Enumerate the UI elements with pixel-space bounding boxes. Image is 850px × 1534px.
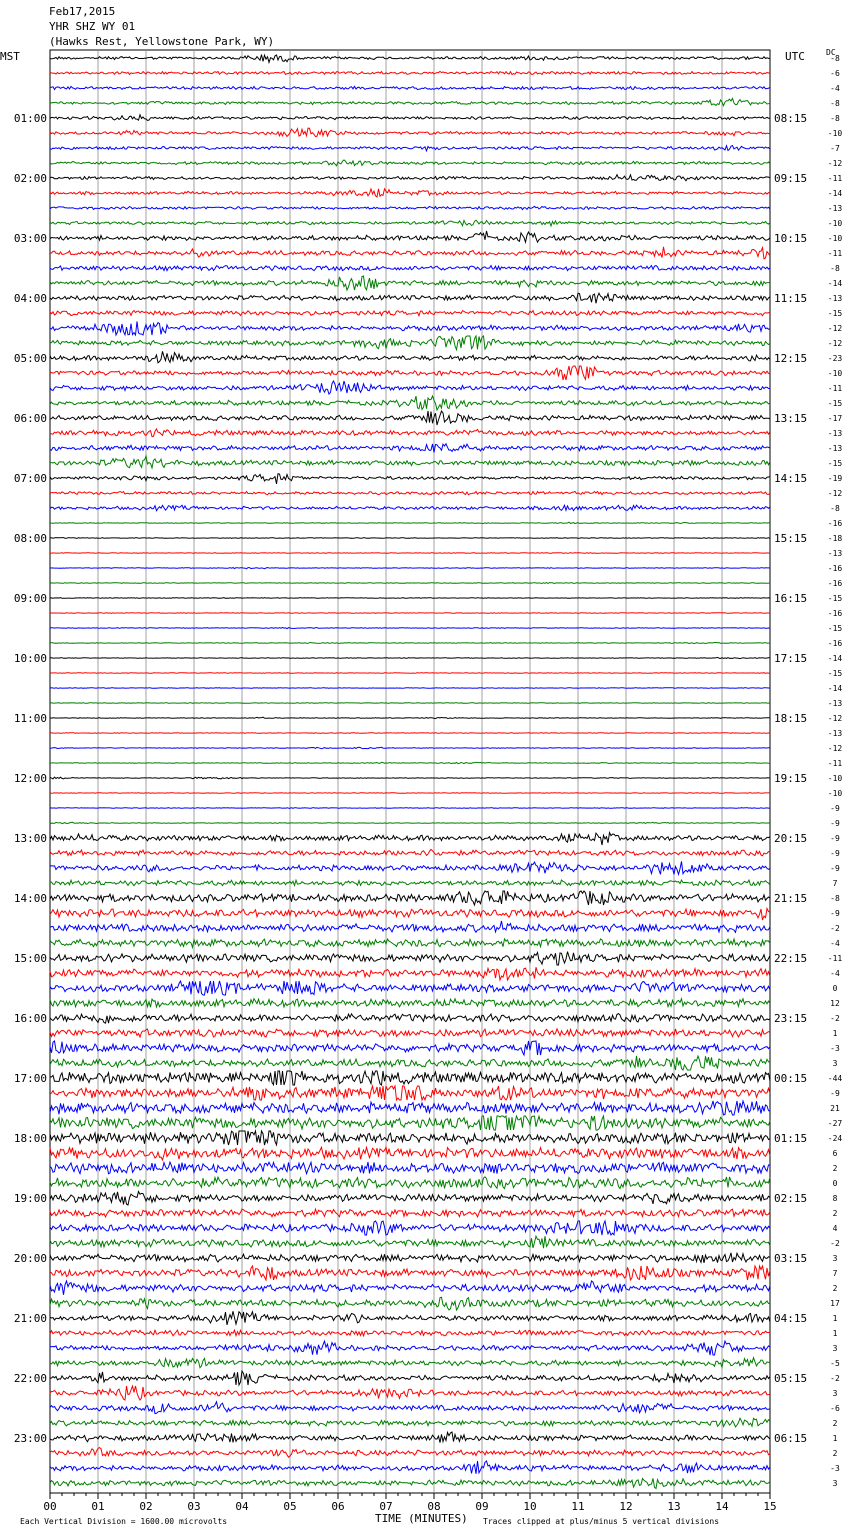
seismic-trace: [50, 266, 770, 271]
seismic-trace: [50, 538, 770, 539]
x-tick-label: 10: [523, 1500, 537, 1513]
x-tick-label: 01: [91, 1500, 105, 1513]
left-hour-label: 20:00: [13, 1252, 47, 1265]
seismic-trace: [50, 747, 770, 748]
dc-offset-value: -9: [830, 819, 840, 828]
seismic-trace: [50, 1041, 770, 1055]
seismic-trace: [50, 247, 770, 259]
dc-offset-value: -10: [827, 234, 843, 243]
seismic-trace: [50, 1101, 770, 1115]
left-hour-label: 09:00: [13, 592, 47, 605]
seismic-trace: [50, 967, 770, 980]
dc-offset-value: -13: [827, 429, 843, 438]
x-tick-label: 12: [619, 1500, 633, 1513]
right-hour-label: 09:15: [774, 172, 808, 185]
left-hour-label: 10:00: [13, 652, 47, 665]
seismic-trace: [50, 311, 770, 316]
right-timezone-label: UTC: [785, 50, 805, 63]
dc-offset-value: -13: [827, 204, 843, 213]
dc-offset-value: -11: [827, 174, 843, 183]
x-tick-label: 05: [283, 1500, 297, 1513]
seismic-trace: [50, 456, 770, 468]
dc-offset-value: -12: [827, 324, 843, 333]
seismic-trace: [50, 762, 770, 763]
dc-offset-value: -12: [827, 489, 843, 498]
right-hour-label: 12:15: [774, 352, 808, 365]
seismic-trace: [50, 553, 770, 554]
right-hour-label: 18:15: [774, 712, 808, 725]
seismic-trace: [50, 717, 770, 718]
seismic-trace: [50, 474, 770, 484]
seismic-trace: [50, 1086, 770, 1100]
seismic-trace: [50, 1236, 770, 1248]
seismic-trace: [50, 1177, 770, 1189]
seismic-trace: [50, 115, 770, 121]
dc-offset-value: -6: [830, 1404, 840, 1413]
dc-offset-value: 2: [832, 1284, 838, 1293]
seismic-trace: [50, 366, 770, 380]
dc-offset-value: -16: [827, 564, 843, 573]
right-hour-label: 20:15: [774, 832, 808, 845]
dc-offset-value: 7: [832, 1269, 838, 1278]
left-hour-label: 22:00: [13, 1372, 47, 1385]
left-hour-label: 17:00: [13, 1072, 47, 1085]
seismic-trace: [50, 396, 770, 410]
seismic-trace: [50, 1253, 770, 1263]
seismic-trace: [50, 336, 770, 350]
left-hour-label: 11:00: [13, 712, 47, 725]
right-hour-label: 11:15: [774, 292, 808, 305]
seismic-trace: [50, 861, 770, 874]
right-hour-label: 13:15: [774, 412, 808, 425]
dc-offset-value: -13: [827, 699, 843, 708]
seismic-trace: [50, 321, 770, 335]
dc-offset-value: -8: [830, 894, 840, 903]
seismic-trace: [50, 643, 770, 644]
seismic-trace: [50, 1448, 770, 1458]
x-tick-label: 00: [43, 1500, 57, 1513]
right-hour-label: 02:15: [774, 1192, 808, 1205]
seismic-trace: [50, 657, 770, 658]
dc-offset-value: 12: [830, 999, 840, 1008]
seismic-trace: [50, 1071, 770, 1085]
dc-offset-value: -11: [827, 384, 843, 393]
dc-offset-value: -2: [830, 924, 840, 933]
right-hour-label: 10:15: [774, 232, 808, 245]
right-hour-label: 19:15: [774, 772, 808, 785]
right-hour-label: 06:15: [774, 1432, 808, 1445]
seismic-trace: [50, 1281, 770, 1295]
right-hour-label: 17:15: [774, 652, 808, 665]
seismic-trace: [50, 505, 770, 511]
dc-offset-value: -13: [827, 444, 843, 453]
dc-offset-value: 0: [832, 984, 838, 993]
seismic-trace: [50, 1162, 770, 1174]
seismic-trace: [50, 1029, 770, 1037]
seismic-trace: [50, 849, 770, 855]
seismic-trace: [50, 952, 770, 965]
seismic-trace: [50, 1014, 770, 1024]
seismic-trace: [50, 793, 770, 794]
dc-offset-value: -16: [827, 579, 843, 588]
left-hour-label: 12:00: [13, 772, 47, 785]
dc-offset-value: 21: [830, 1104, 840, 1113]
seismic-trace: [50, 381, 770, 394]
seismic-trace: [50, 808, 770, 809]
dc-offset-value: -12: [827, 159, 843, 168]
seismic-trace: [50, 231, 770, 242]
seismic-trace: [50, 55, 770, 63]
dc-offset-value: -16: [827, 519, 843, 528]
seismic-trace: [50, 1116, 770, 1130]
dc-offset-value: 3: [832, 1479, 838, 1488]
left-hour-label: 16:00: [13, 1012, 47, 1025]
right-hour-label: 00:15: [774, 1072, 808, 1085]
dc-offset-value: -8: [830, 264, 840, 273]
seismic-trace: [50, 160, 770, 166]
dc-offset-value: -9: [830, 1089, 840, 1098]
seismic-trace: [50, 1209, 770, 1217]
seismic-trace: [50, 411, 770, 425]
seismic-trace: [50, 293, 770, 303]
x-tick-label: 11: [571, 1500, 585, 1513]
x-tick-label: 13: [667, 1500, 681, 1513]
seismic-trace: [50, 429, 770, 437]
left-hour-label: 02:00: [13, 172, 47, 185]
dc-offset-value: 0: [832, 1179, 838, 1188]
dc-offset-value: -44: [827, 1074, 843, 1083]
right-hour-label: 22:15: [774, 952, 808, 965]
left-hour-label: 14:00: [13, 892, 47, 905]
x-tick-label: 09: [475, 1500, 489, 1513]
dc-offset-value: 3: [832, 1254, 838, 1263]
dc-offset-value: -9: [830, 849, 840, 858]
right-hour-label: 05:15: [774, 1372, 808, 1385]
seismic-trace: [50, 1221, 770, 1235]
seismic-trace: [50, 613, 770, 614]
dc-offset-value: 3: [832, 1389, 838, 1398]
chart-location: (Hawks Rest, Yellowstone Park, WY): [49, 35, 275, 48]
dc-offset-value: -23: [827, 354, 843, 363]
dc-offset-value: -13: [827, 549, 843, 558]
right-hour-label: 14:15: [774, 472, 808, 485]
seismic-trace: [50, 276, 770, 290]
seismic-trace: [50, 1358, 770, 1368]
seismic-trace: [50, 909, 770, 921]
left-hour-label: 23:00: [13, 1432, 47, 1445]
dc-offset-value: -5: [830, 1359, 840, 1368]
dc-offset-value: -16: [827, 639, 843, 648]
seismic-trace: [50, 1131, 770, 1145]
seismic-trace: [50, 71, 770, 74]
right-hour-label: 15:15: [774, 532, 808, 545]
dc-offset-value: -7: [830, 144, 840, 153]
dc-offset-value: -10: [827, 219, 843, 228]
seismic-trace: [50, 1147, 770, 1160]
dc-offset-value: -2: [830, 1014, 840, 1023]
seismic-trace: [50, 981, 770, 995]
seismic-trace: [50, 98, 770, 105]
dc-offset-value: -24: [827, 1134, 843, 1143]
seismic-trace: [50, 891, 770, 905]
seismic-trace: [50, 86, 770, 89]
seismic-trace: [50, 444, 770, 453]
seismic-trace: [50, 598, 770, 599]
x-tick-label: 15: [763, 1500, 777, 1513]
dc-offset-value: -14: [827, 684, 843, 693]
dc-offset-value: -9: [830, 864, 840, 873]
dc-offset-value: -13: [827, 729, 843, 738]
seismic-trace: [50, 568, 770, 569]
x-tick-label: 03: [187, 1500, 201, 1513]
seismic-trace: [50, 583, 770, 584]
x-axis-label: TIME (MINUTES): [375, 1512, 468, 1525]
dc-offset-value: 7: [832, 879, 838, 888]
dc-offset-value: -6: [830, 69, 840, 78]
left-hour-label: 03:00: [13, 232, 47, 245]
dc-offset-value: -13: [827, 294, 843, 303]
dc-offset-value: -3: [830, 1044, 840, 1053]
dc-offset-value: 1: [832, 1029, 838, 1038]
seismic-trace: [50, 880, 770, 886]
seismic-trace: [50, 921, 770, 932]
dc-offset-value: -15: [827, 624, 843, 633]
seismic-trace: [50, 688, 770, 689]
dc-offset-value: -15: [827, 459, 843, 468]
left-hour-label: 06:00: [13, 412, 47, 425]
dc-offset-value: -8: [830, 114, 840, 123]
dc-offset-value: -10: [827, 369, 843, 378]
dc-offset-value: -15: [827, 399, 843, 408]
left-hour-label: 18:00: [13, 1132, 47, 1145]
x-tick-label: 07: [379, 1500, 393, 1513]
dc-offset-value: -15: [827, 594, 843, 603]
dc-offset-value: 1: [832, 1329, 838, 1338]
left-hour-label: 21:00: [13, 1312, 47, 1325]
seismic-trace: [50, 1056, 770, 1070]
right-hour-label: 08:15: [774, 112, 808, 125]
dc-offset-value: -2: [830, 1239, 840, 1248]
seismic-trace: [50, 491, 770, 494]
footer-scale-note: Each Vertical Division = 1600.00 microvolts: [20, 1517, 228, 1526]
dc-offset-value: -4: [830, 969, 840, 978]
dc-offset-value: -8: [830, 504, 840, 513]
x-tick-label: 02: [139, 1500, 153, 1513]
left-hour-label: 19:00: [13, 1192, 47, 1205]
dc-offset-value: 3: [832, 1059, 838, 1068]
seismic-trace: [50, 522, 770, 524]
dc-offset-value: -19: [827, 474, 843, 483]
seismic-trace: [50, 777, 770, 779]
dc-offset-value: -14: [827, 279, 843, 288]
seismic-trace: [50, 1311, 770, 1325]
dc-offset-value: -12: [827, 714, 843, 723]
left-hour-label: 05:00: [13, 352, 47, 365]
dc-offset-value: 17: [830, 1299, 840, 1308]
dc-offset-value: -10: [827, 789, 843, 798]
seismic-trace: [50, 220, 770, 226]
x-tick-label: 08: [427, 1500, 441, 1513]
seismic-trace: [50, 703, 770, 704]
seismic-trace: [50, 822, 770, 823]
dc-header-label: DC: [826, 48, 836, 57]
seismic-trace: [50, 1266, 770, 1280]
left-hour-label: 07:00: [13, 472, 47, 485]
right-hour-label: 21:15: [774, 892, 808, 905]
seismic-trace: [50, 733, 770, 734]
seismic-trace: [50, 1330, 770, 1336]
dc-offset-value: 1: [832, 1314, 838, 1323]
dc-offset-value: -27: [827, 1119, 843, 1128]
dc-offset-value: 6: [832, 1149, 838, 1158]
chart-date: Feb17,2015: [49, 5, 116, 18]
seismic-trace: [50, 1418, 770, 1427]
dc-offset-value: -11: [827, 249, 843, 258]
dc-offset-value: -9: [830, 834, 840, 843]
seismic-trace: [50, 128, 770, 137]
dc-offset-value: -12: [827, 339, 843, 348]
dc-offset-value: -14: [827, 189, 843, 198]
left-hour-label: 04:00: [13, 292, 47, 305]
dc-offset-value: -2: [830, 1374, 840, 1383]
dc-offset-value: 3: [832, 1344, 838, 1353]
dc-offset-value: 4: [832, 1224, 838, 1233]
x-tick-label: 04: [235, 1500, 249, 1513]
dc-offset-value: -14: [827, 654, 843, 663]
dc-offset-value: -16: [827, 609, 843, 618]
dc-offset-value: 1: [832, 1434, 838, 1443]
right-hour-label: 23:15: [774, 1012, 808, 1025]
left-hour-label: 13:00: [13, 832, 47, 845]
dc-offset-value: 2: [832, 1419, 838, 1428]
seismic-trace: [50, 1461, 770, 1474]
seismic-trace: [50, 939, 770, 948]
chart-station: YHR SHZ WY 01: [49, 20, 136, 33]
footer-clip-note: Traces clipped at plus/minus 5 vertical divisions: [483, 1517, 720, 1526]
dc-offset-value: -17: [827, 414, 843, 423]
dc-offset-value: 2: [832, 1164, 838, 1173]
dc-offset-value: -15: [827, 669, 843, 678]
dc-offset-value: -4: [830, 939, 840, 948]
seismic-trace: [50, 206, 770, 209]
seismic-trace: [50, 1297, 770, 1310]
x-tick-label: 06: [331, 1500, 345, 1513]
dc-offset-value: -15: [827, 309, 843, 318]
seismic-trace: [50, 673, 770, 674]
seismic-trace: [50, 627, 770, 628]
left-hour-label: 08:00: [13, 532, 47, 545]
dc-offset-value: -8: [830, 54, 840, 63]
dc-offset-value: 8: [832, 1194, 838, 1203]
dc-offset-value: -10: [827, 774, 843, 783]
x-tick-label: 14: [715, 1500, 729, 1513]
dc-offset-value: -9: [830, 909, 840, 918]
dc-offset-value: -4: [830, 84, 840, 93]
seismic-trace: [50, 1478, 770, 1488]
dc-offset-value: -10: [827, 129, 843, 138]
seismic-trace: [50, 1341, 770, 1355]
seismic-trace: [50, 189, 770, 197]
left-timezone-label: MST: [0, 50, 20, 63]
right-hour-label: 16:15: [774, 592, 808, 605]
dc-offset-value: 2: [832, 1449, 838, 1458]
dc-offset-value: -12: [827, 744, 843, 753]
left-hour-label: 01:00: [13, 112, 47, 125]
left-hour-label: 15:00: [13, 952, 47, 965]
dc-offset-value: -8: [830, 99, 840, 108]
seismic-trace: [50, 1432, 770, 1443]
seismic-trace: [50, 146, 770, 151]
right-hour-label: 04:15: [774, 1312, 808, 1325]
right-hour-label: 03:15: [774, 1252, 808, 1265]
dc-offset-value: -11: [827, 759, 843, 768]
dc-offset-value: -9: [830, 804, 840, 813]
seismic-trace: [50, 1386, 770, 1400]
right-hour-label: 01:15: [774, 1132, 808, 1145]
seismic-trace: [50, 1402, 770, 1414]
seismic-trace: [50, 1371, 770, 1385]
seismic-trace: [50, 351, 770, 362]
seismic-trace: [50, 175, 770, 181]
seismic-trace: [50, 999, 770, 1008]
seismic-trace: [50, 833, 770, 846]
dc-offset-value: -18: [827, 534, 843, 543]
dc-offset-value: -11: [827, 954, 843, 963]
dc-offset-value: -3: [830, 1464, 840, 1473]
dc-offset-value: 2: [832, 1209, 838, 1218]
seismic-trace: [50, 1192, 770, 1206]
